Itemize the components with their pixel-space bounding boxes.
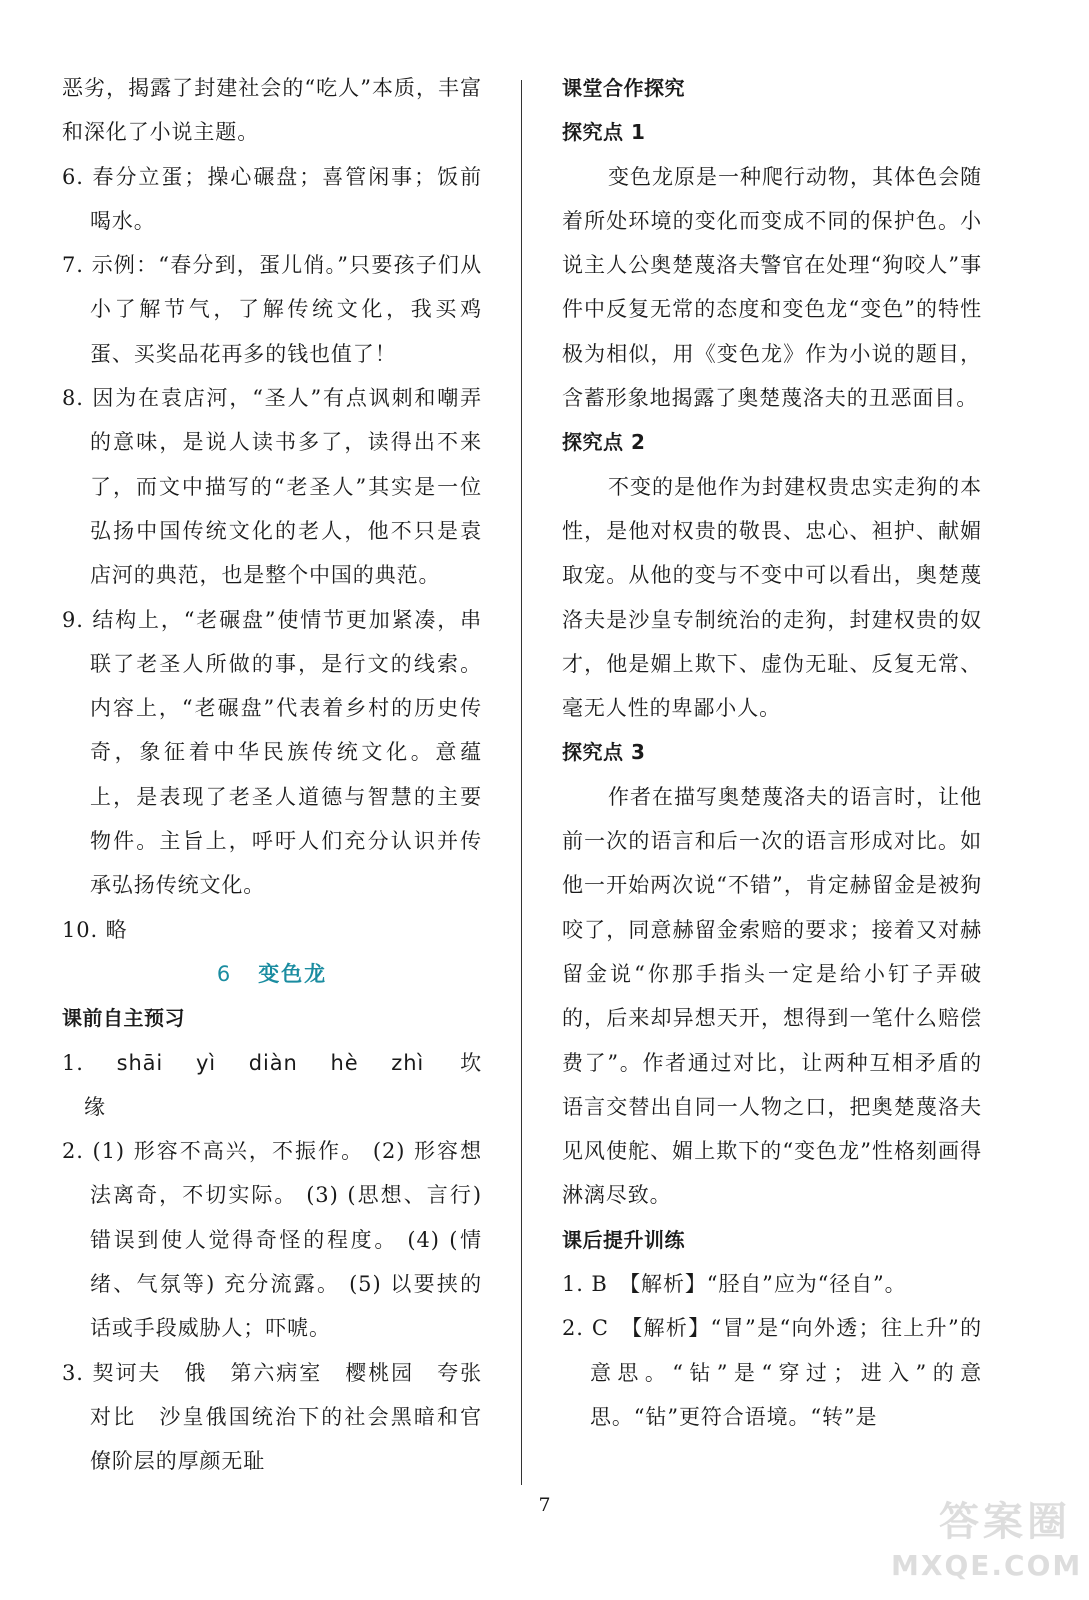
preview-answer-3: 3. 契诃夫 俄 第六病室 樱桃园 夸张 对比 沙皇俄国统治下的社会黑暗和官僚阶层的厚颜无耻 (62, 1360, 504, 1474)
answer-10: 10. 略 (62, 917, 128, 942)
inquiry-point-1-text: 变色龙原是一种爬行动物，其体色会随着所处环境的变化而变成不同的保护色。小说主人公奥楚蔑洛夫警官在处理“狗咬人”事件中反复无常的态度和变色龙“变色”的特性极为相似，用《变色龙》作为小说的题目，含蓄形象地揭露了奥楚蔑洛夫的丑恶面目。 (562, 164, 982, 411)
inquiry-point-2-heading: 探究点 2 (562, 430, 646, 455)
pinyin-4: hè (330, 1050, 359, 1075)
answer-9: 9. 结构上，“老碾盘”使情节更加紧凑，串联了老圣人所做的事，是行文的线索。内容上，“老碾盘”代表着乡村的历史传奇，象征着中华民族传统文化。意蕴上，是表现了老圣人道德与智慧的主要物件。主旨上，呼吁人们充分认识并传承弘扬传统文化。 (62, 607, 482, 898)
column-divider (521, 80, 522, 1485)
section-heading-cooperation: 课堂合作探究 (562, 76, 685, 100)
preview-answer-1 (62, 1041, 482, 1130)
inquiry-point-1-heading: 探究点 1 (562, 120, 646, 145)
answer-6: 6. 春分立蛋；操心碾盘；喜管闲事；饭前喝水。 (62, 164, 482, 233)
training-answer-2: 2. C 【解析】“冒”是“向外透；往上升”的意思。“钻”是“穿过；进入”的意思。“钻”更符合语境。“转”是 (562, 1316, 982, 1429)
answer-5-continued: 恶劣，揭露了封建社会的“吃人”本质，丰富和深化了小说主题。 (62, 76, 482, 145)
watermark-logo (891, 1490, 1083, 1590)
inquiry-point-3-text: 作者在描写奥楚蔑洛夫的语言时，让他前一次的语言和后一次的语言形成对比。如他一开始两次说“不错”，肯定赫留金是被狗咬了，同意赫留金索赔的要求；接着又对赫留金说“你那手指头一定是给小钉子弄破的，后来却异想天开，想得到一笔什么赔偿费了”。作者通过对比，让两种互相矛盾的语言交替出自同一人物之口，把奥楚蔑洛夫见风使舵、媚上欺下的“变色龙”性格刻画得淋漓尽致。 (562, 784, 982, 1208)
watermark-text: 答案圈 (939, 1499, 1071, 1545)
pinyin-1: shāi (116, 1050, 164, 1075)
inquiry-point-2-text: 不变的是他作为封建权贵忠实走狗的本性，是他对权贵的敬畏、忠心、袒护、献媚取宠。从他的变与不变中可以看出，奥楚蔑洛夫是沙皇专制统治的走狗，封建权贵的奴才，他是媚上欺下、虚伪无耻、反复无常、毫无人性的卑鄙小人。 (562, 474, 982, 721)
lesson-name: 变色龙 (258, 961, 328, 986)
section-heading-preview: 课前自主预习 (62, 1006, 185, 1031)
section-heading-post-training: 课后提升训练 (562, 1227, 685, 1252)
right-column (562, 66, 982, 1439)
answer-8: 8. 因为在袁店河，“圣人”有点讽刺和嘲弄的意味，是说人读书多了，读得出不来了，而文中描写的“老圣人”其实是一位弘扬中国传统文化的老人，他不只是袁店河的典范，也是整个中国的典范。 (62, 386, 482, 588)
lesson-title (62, 952, 482, 996)
page-number: 7 (538, 1494, 551, 1516)
watermark-url: MXQE.COM (891, 1549, 1083, 1582)
inquiry-point-3-heading: 探究点 3 (562, 740, 646, 765)
preview-answer-2: 2. (1) 形容不高兴，不振作。 (2) 形容想法离奇，不切实际。 (3) (思想、言行) 错误到使人觉得奇怪的程度。 (4) (情绪、气氛等) 充分流露。 (5) 以要挟的话或手段威胁人；吓唬。 (62, 1139, 482, 1341)
char-7: 缘 (84, 1094, 106, 1119)
pinyin-2: yì (195, 1050, 216, 1075)
left-column (62, 66, 504, 1484)
pinyin-5: zhì (391, 1050, 425, 1075)
lesson-number: 6 (216, 961, 231, 986)
training-answer-1: 1. B 【解析】“胫自”应为“径自”。 (562, 1272, 907, 1297)
pinyin-3: diàn (248, 1050, 298, 1075)
answer-7: 7. 示例：“春分到，蛋儿俏。”只要孩子们从小了解节气，了解传统文化，我买鸡蛋、买奖品花再多的钱也值了！ (62, 253, 482, 366)
char-6: 坎 (456, 1050, 483, 1075)
preview-answer-1-label: 1. (62, 1050, 84, 1075)
